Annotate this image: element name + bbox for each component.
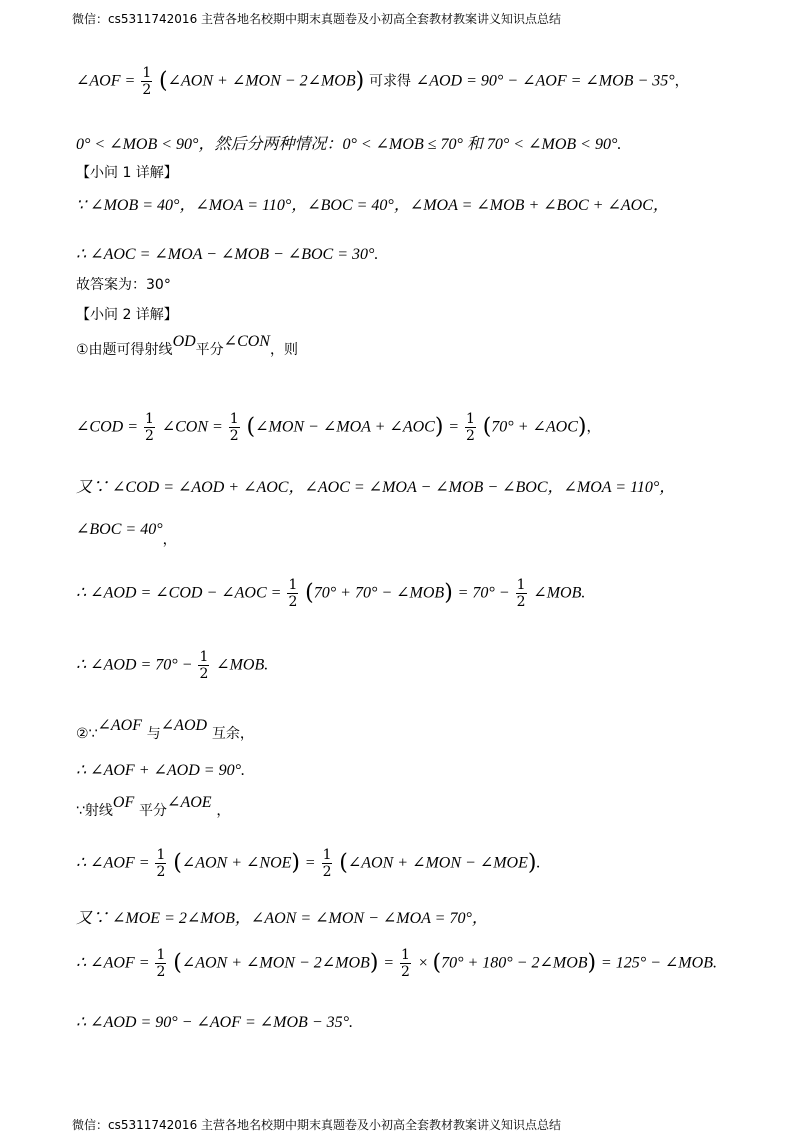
line-2: 0° < ∠MOB < 90°，然后分两种情况：0° < ∠MOB ≤ 70° 和 70° < ∠MOB < 90°. [76, 136, 622, 153]
ray-od: OD [172, 333, 196, 350]
line-12: ②∵∠AOF 与∠AOD 互余， [76, 717, 254, 742]
line-1: ∠AOF = $\frac{1}{2}$ (∠AON + ∠MON − 2∠MOB) 可求得 ∠AOD = 90° − ∠AOF = ∠MOB − 35°， [76, 65, 689, 98]
page-footer: 微信：cs5311742016 主营各地名校期中期末真题卷及小初高全套教材教案讲义知识点总结 [72, 1118, 562, 1132]
line-18: ∴ ∠AOD = 90° − ∠AOF = ∠MOB − 35°. [76, 1014, 354, 1031]
section-2-title: 【小问 2 详解】 [76, 307, 178, 323]
line-7: ∠COD = $\frac{1}{2}$ ∠CON = $\frac{1}{2}$ (∠MON − ∠MOA + ∠AOC) = $\frac{1}{2}$ (70° + ∠AOC)， [76, 411, 601, 444]
line-17: ∴ ∠AOF = $\frac{1}{2}$ (∠AON + ∠MON − 2∠MOB) = $\frac{1}{2}$ × (70° + 180° − 2∠MOB) = 125° − ∠MOB. [76, 947, 717, 980]
fraction-half: $\frac{1}{2}$ [142, 65, 152, 98]
page-header: 微信：cs5311742016 主营各地名校期中期末真题卷及小初高全套教材教案讲义知识点总结 [72, 12, 562, 26]
line-16: 又∵ ∠MOE = 2∠MOB，∠AON = ∠MON − ∠MOA = 70°， [76, 910, 488, 927]
line-9: ∠BOC = 40°， [76, 521, 177, 548]
line-11: ∴ ∠AOD = 70° − $\frac{1}{2}$ ∠MOB. [76, 649, 269, 682]
line-6: ①由题可得射线OD平分∠CON，则 [76, 333, 298, 358]
line-13: ∴ ∠AOF + ∠AOD = 90°. [76, 762, 245, 779]
section-1-title: 【小问 1 详解】 [76, 165, 178, 181]
eq-aof: ∠AOF = [76, 72, 140, 90]
line-8: 又∵ ∠COD = ∠AOD + ∠AOC，∠AOC = ∠MOA − ∠MOB − ∠BOC，∠MOA = 110°， [76, 479, 676, 496]
line-10: ∴ ∠AOD = ∠COD − ∠AOC = $\frac{1}{2}$ (70° + 70° − ∠MOB) = 70° − $\frac{1}{2}$ ∠MOB. [76, 577, 586, 610]
line-3: ∵ ∠MOB = 40°，∠MOA = 110°，∠BOC = 40°，∠MOA = ∠MOB + ∠BOC + ∠AOC， [76, 197, 669, 214]
angle-con: ∠CON [223, 333, 270, 350]
eq-aof-body: ∠AON + ∠MON − 2∠MOB [167, 72, 356, 90]
eq-aod: ∠AOD = 90° − ∠AOF = ∠MOB − 35° [415, 72, 675, 90]
line-14: ∵射线OF 平分∠AOE ， [76, 794, 231, 819]
line-15: ∴ ∠AOF = $\frac{1}{2}$ (∠AON + ∠NOE) = $\frac{1}{2}$ (∠AON + ∠MON − ∠MOE). [76, 847, 541, 880]
text-hence: 可求得 [369, 73, 412, 90]
line-5: 故答案为：30° [76, 277, 171, 293]
line-4: ∴ ∠AOC = ∠MOA − ∠MOB − ∠BOC = 30°. [76, 246, 379, 263]
